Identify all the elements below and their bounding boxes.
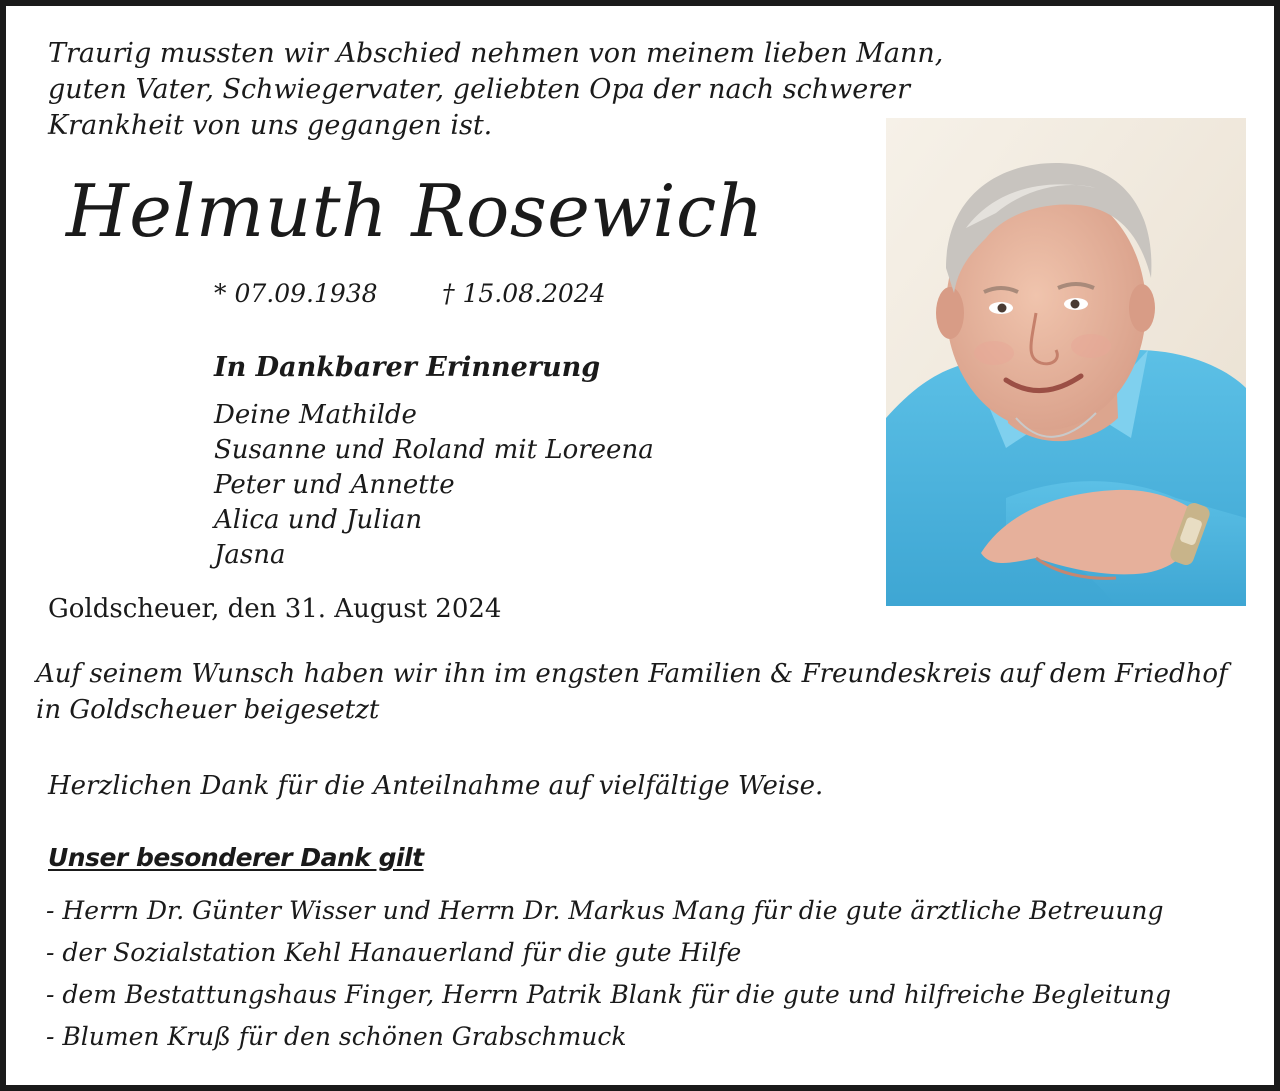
place-date: Goldscheuer, den 31. August 2024	[48, 594, 502, 624]
burial-line: Auf seinem Wunsch haben wir ihn im engsten Familien & Freundeskreis auf dem Friedhof	[36, 659, 1228, 689]
gratitude-heading: In Dankbarer Erinnerung	[214, 352, 601, 383]
list-item: - Blumen Kruß für den schönen Grabschmuck	[46, 1022, 627, 1051]
list-item: - dem Bestattungshaus Finger, Herrn Patrik Blank für die gute und hilfreiche Begleitung	[46, 980, 1172, 1009]
portrait-illustration	[886, 118, 1246, 606]
list-item: - der Sozialstation Kehl Hanauerland für die gute Hilfe	[46, 938, 742, 967]
deceased-name: Helmuth Rosewich	[66, 169, 764, 253]
burial-note	[36, 656, 1266, 728]
birth-date: * 07.09.1938	[214, 279, 378, 308]
intro-line: Traurig mussten wir Abschied nehmen von meinem lieben Mann,	[48, 38, 944, 69]
special-thanks-list	[46, 890, 1171, 1058]
death-date: † 15.08.2024	[442, 279, 606, 308]
burial-line: in Goldscheuer beigesetzt	[36, 695, 380, 725]
signer: Jasna	[214, 540, 286, 570]
signer: Deine Mathilde	[214, 400, 417, 430]
thanks-line: Herzlichen Dank für die Anteilnahme auf vielfältige Weise.	[48, 771, 824, 801]
signer: Alica und Julian	[214, 505, 423, 535]
list-item: - Herrn Dr. Günter Wisser und Herrn Dr. Markus Mang für die gute ärztliche Betreuung	[46, 896, 1164, 925]
signer: Susanne und Roland mit Loreena	[214, 435, 654, 465]
intro-line: guten Vater, Schwiegervater, geliebten Opa der nach schwerer	[48, 74, 910, 105]
intro-line: Krankheit von uns gegangen ist.	[48, 110, 493, 141]
signers-list	[214, 398, 654, 573]
special-thanks-heading: Unser besonderer Dank gilt	[48, 843, 424, 872]
portrait-photo	[886, 118, 1246, 606]
intro-text	[48, 36, 944, 144]
signer: Peter und Annette	[214, 470, 455, 500]
